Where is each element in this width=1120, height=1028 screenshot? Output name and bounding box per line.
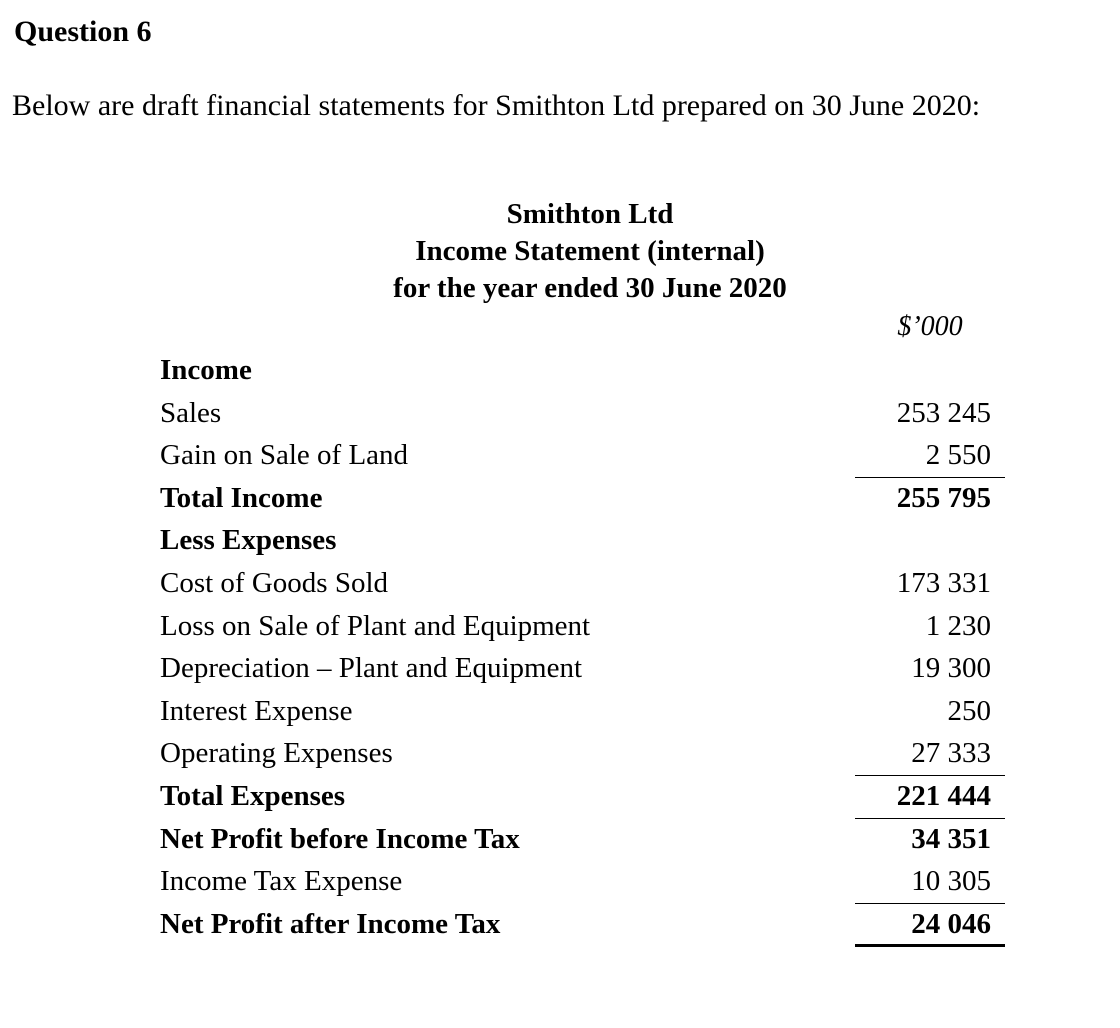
row-net-profit-before-tax: [160, 818, 1010, 861]
row-amount: 255 795: [855, 477, 1005, 518]
row-amount: 27 333: [911, 737, 991, 770]
amount-unit: $’000: [897, 311, 963, 342]
company-name: Smithton Ltd: [506, 198, 674, 230]
row-label: Net Profit after Income Tax: [160, 907, 501, 940]
question-intro: Below are draft financial statements for Smithton Ltd prepared on 30 June 2020:: [12, 89, 981, 122]
row-label: Loss on Sale of Plant and Equipment: [160, 609, 591, 642]
row-total-income: [160, 477, 1010, 520]
row-label: Total Expenses: [160, 779, 346, 812]
statement-name: Income Statement (internal): [415, 235, 765, 267]
row-income-heading: [160, 349, 1010, 392]
row-net-profit-after-tax: [160, 903, 1010, 946]
row-sales: [160, 392, 1010, 435]
row-income-tax-expense: [160, 860, 1010, 903]
row-label: Interest Expense: [160, 694, 353, 727]
row-depreciation: [160, 647, 1010, 690]
row-label: Cost of Goods Sold: [160, 566, 389, 599]
row-amount: 221 444: [855, 775, 1005, 816]
row-label: Income: [160, 354, 252, 386]
row-operating-expenses: [160, 732, 1010, 775]
row-label: Depreciation – Plant and Equipment: [160, 652, 583, 685]
row-cost-of-goods-sold: [160, 562, 1010, 605]
row-amount: 10 305: [911, 865, 991, 898]
row-label: Gain on Sale of Land: [160, 439, 409, 472]
row-gain-on-sale-of-land: [160, 434, 1010, 477]
row-amount: 253 245: [896, 396, 991, 429]
row-total-expenses: [160, 775, 1010, 818]
row-interest-expense: [160, 690, 1010, 733]
question-title: Question 6: [14, 15, 152, 48]
row-less-expenses-heading: [160, 519, 1010, 562]
row-label: Less Expenses: [160, 524, 337, 557]
row-label: Net Profit before Income Tax: [160, 822, 520, 855]
row-label: Sales: [160, 396, 222, 429]
row-amount: 173 331: [896, 566, 991, 599]
row-amount: 1 230: [925, 609, 991, 642]
statement-period: for the year ended 30 June 2020: [393, 272, 787, 304]
row-label: Total Income: [160, 481, 323, 514]
row-amount: 34 351: [855, 818, 1005, 859]
row-label: Income Tax Expense: [160, 865, 403, 898]
statement-header: [340, 196, 840, 307]
row-amount: 2 550: [925, 439, 991, 472]
row-amount: 250: [947, 694, 991, 727]
statement-rows: [160, 349, 1010, 945]
row-amount: 24 046: [855, 903, 1005, 947]
row-loss-on-sale: [160, 605, 1010, 648]
row-amount: 19 300: [911, 652, 991, 685]
row-label: Operating Expenses: [160, 737, 393, 770]
